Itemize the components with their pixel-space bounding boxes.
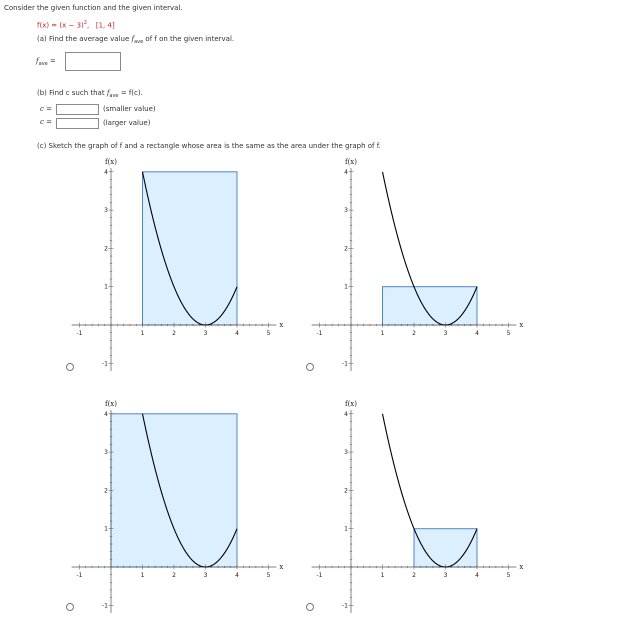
y-tick-label: 2: [344, 245, 348, 253]
x-tick-label: 5: [506, 330, 511, 337]
fave-label-sub: ave: [38, 61, 48, 67]
y-tick-label: -1: [342, 360, 348, 368]
part-a-text: [37, 35, 234, 47]
smaller-value-hint: (smaller value): [103, 105, 156, 113]
x-tick-label: 1: [140, 330, 145, 337]
part-b-text: [37, 89, 143, 101]
c-larger-input[interactable]: [56, 118, 99, 129]
part-c-text: (c) Sketch the graph of f and a rectangle whose area is the same as the area under the graph of f.: [37, 142, 381, 150]
y-tick-label: 1: [344, 283, 348, 291]
f-symbol-b: f: [106, 89, 110, 97]
x-tick-label: 3: [443, 572, 448, 579]
x-tick-label: 5: [506, 572, 511, 579]
function-formula: f(x) = (x − 3): [37, 21, 84, 30]
x-tick-label: 1: [140, 572, 145, 579]
fave-answer-input[interactable]: [65, 52, 121, 71]
y-tick-label: 1: [104, 283, 108, 291]
f-symbol: f: [131, 35, 135, 43]
function-exponent: 2: [83, 20, 87, 26]
x-tick-label: 3: [203, 330, 208, 337]
graph-option-top-left: [62, 150, 292, 380]
x-tick-label: 5: [266, 330, 271, 337]
x-tick-label: 2: [172, 330, 176, 337]
x-tick-label: 1: [380, 572, 385, 579]
y-tick-label: 4: [104, 168, 108, 176]
y-tick-label: 3: [344, 207, 348, 215]
x-tick-label: 4: [235, 572, 239, 579]
c-label-larger: c =: [40, 118, 53, 126]
x-tick-label: 2: [412, 572, 416, 579]
y-tick-label: 3: [344, 449, 348, 457]
y-axis-label: f(x): [104, 157, 118, 166]
x-axis-label: x: [279, 321, 284, 329]
average-value-rectangle: [111, 414, 237, 567]
x-axis-label: x: [519, 321, 524, 329]
c-smaller-input[interactable]: [56, 104, 99, 115]
x-tick-label: 4: [475, 572, 479, 579]
fave-label-eq: =: [47, 57, 56, 65]
function-definition: $f(x) = (x - 3)^2$, [1, 4]: [37, 20, 115, 30]
y-tick-label: 2: [104, 487, 108, 495]
y-tick-label: -1: [102, 602, 108, 610]
ave-subscript: ave: [134, 39, 144, 45]
y-tick-label: 4: [344, 410, 348, 418]
x-tick-label: 3: [443, 330, 448, 337]
x-tick-label: 4: [235, 330, 239, 337]
y-tick-label: 4: [104, 410, 108, 418]
y-tick-label: -1: [102, 360, 108, 368]
question-prompt: Consider the given function and the given interval.: [4, 4, 183, 12]
c-label-smaller: c =: [40, 105, 53, 113]
part-a-text-end: of f on the given interval.: [143, 35, 235, 43]
x-tick-label: 2: [172, 572, 176, 579]
x-tick-label: -1: [76, 330, 83, 337]
graph-option-top-right: [302, 150, 532, 380]
graph-option-bottom-left: [62, 392, 292, 622]
y-tick-label: 4: [344, 168, 348, 176]
y-tick-label: 1: [104, 525, 108, 533]
fave-label-f: f: [36, 57, 39, 65]
x-tick-label: 4: [475, 330, 479, 337]
y-tick-label: 3: [104, 449, 108, 457]
y-axis-label: f(x): [104, 399, 118, 408]
average-value-rectangle: [143, 172, 238, 325]
y-axis-label: f(x): [344, 399, 358, 408]
average-value-rectangle: [383, 287, 478, 325]
x-tick-label: -1: [76, 572, 83, 579]
y-axis-label: f(x): [344, 157, 358, 166]
x-tick-label: 2: [412, 330, 416, 337]
y-tick-label: 1: [344, 525, 348, 533]
y-tick-label: 2: [104, 245, 108, 253]
x-tick-label: 1: [380, 330, 385, 337]
larger-value-hint: (larger value): [103, 119, 151, 127]
part-a-text-start: (a) Find the average value: [37, 35, 132, 43]
x-tick-label: -1: [316, 572, 323, 579]
x-tick-label: -1: [316, 330, 323, 337]
y-tick-label: -1: [342, 602, 348, 610]
part-b-text-start: (b) Find c such that: [37, 89, 107, 97]
interval: [1, 4]: [95, 21, 115, 30]
y-tick-label: 2: [344, 487, 348, 495]
graph-option-bottom-right: [302, 392, 532, 622]
ave-subscript-b: ave: [109, 93, 119, 99]
x-tick-label: 3: [203, 572, 208, 579]
fave-label: [36, 57, 56, 69]
x-axis-label: x: [279, 563, 284, 571]
part-b-text-end: = f(c).: [118, 89, 143, 97]
x-tick-label: 5: [266, 572, 271, 579]
y-tick-label: 3: [104, 207, 108, 215]
x-axis-label: x: [519, 563, 524, 571]
